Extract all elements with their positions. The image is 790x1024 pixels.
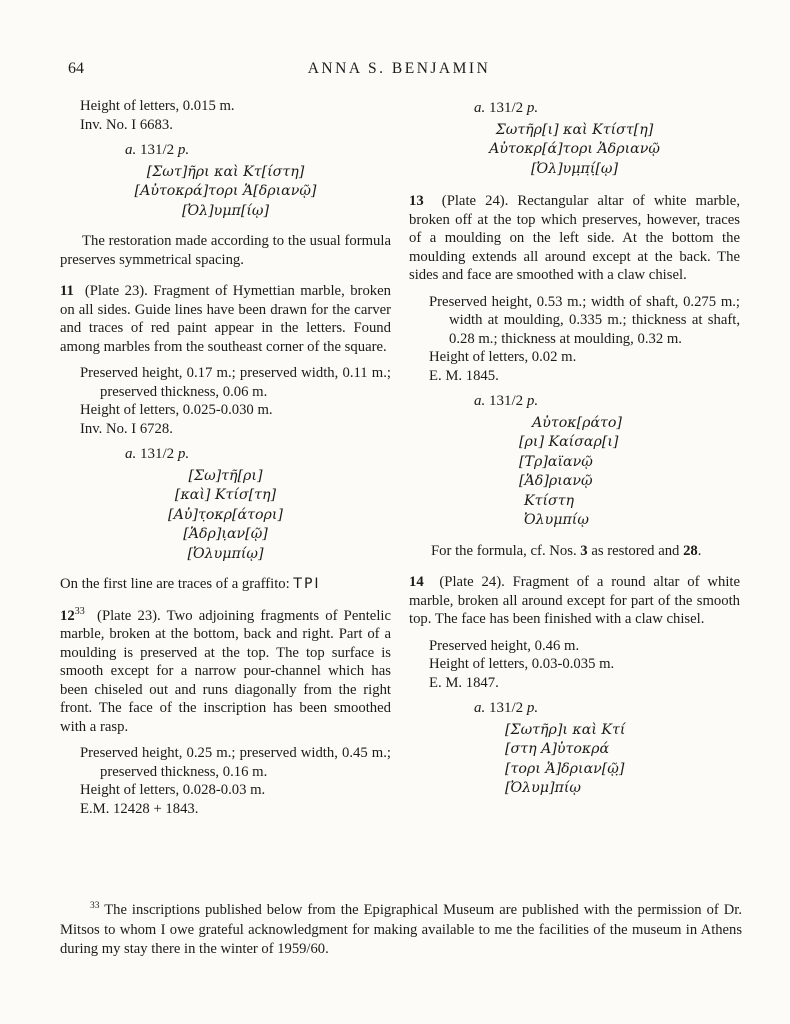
greek-line: Ὀλυμπίῳ (524, 512, 589, 528)
greek-line: [Ἁδ]ριανῷ (519, 473, 593, 489)
greek-line: [ρι] Καίσαρ[ι] (519, 434, 619, 450)
greek-line: [Αὐτοκρά]τορι Ἁ[δριανῷ] (134, 183, 317, 199)
date-year: 131/2 (140, 446, 175, 462)
greek-line: [Ἁδρ]ι̣αν[ῷ] (183, 526, 268, 542)
date-heading (125, 141, 391, 160)
date-p: p. (526, 700, 539, 716)
date-a: a. (474, 100, 486, 116)
date-year: 131/2 (489, 100, 524, 116)
entry-body: (Plate 23). Fragment of Hymettian marble, broken on all sides. Guide lines have been drawn for the carver and traces of red paint appear in the letters. Found among marbles from the southeast corner of the square. (60, 283, 391, 355)
column-left (60, 97, 391, 818)
formula-mid: as restored and (587, 542, 684, 559)
date-year: 131/2 (489, 393, 524, 409)
entry-body: (Plate 24). Rectangular altar of white marble, broken off at the top which preserves, however, traces of a moulding on the left side. At the bottom the moulding extends all around except at the back. The sides and face are smoothed with a claw chisel. (409, 193, 740, 283)
entry-13-letters-line: Height of letters, 0.02 m. (429, 349, 577, 365)
restoration-note: The restoration made according to the usual formula preserves symmetrical spacing. (60, 233, 391, 268)
entry-12-letters-line: Height of letters, 0.028-0.03 m. (80, 782, 266, 798)
formula-ref-2: 28 (683, 542, 698, 559)
greek-line: Αὐτοκρ[ά]τορι Ἁδριανῷ (489, 141, 660, 157)
entry-13-museum-line: E. M. 1845. (429, 367, 499, 384)
entry-13-paragraph (409, 192, 740, 285)
column-right (409, 97, 740, 799)
entry-number: 11 (60, 283, 74, 299)
greek-line: [Αὐ]τ̣οκρ[άτορι] (168, 506, 283, 523)
entry-14-paragraph (409, 573, 740, 629)
entry-14-museum-line: E. M. 1847. (429, 674, 499, 691)
greek-line: Σωτῆρ[ι] καὶ Κτίστ[η] (495, 121, 654, 138)
greek-inscription-d (409, 414, 740, 531)
formula-pre: For the formula, cf. Nos. (431, 542, 581, 559)
greek-line: [Ὀλ]υμπ[ίῳ] (181, 202, 270, 219)
entry-14-letters-line: Height of letters, 0.03-0.035 m. (429, 656, 615, 672)
greek-line: [Σωτῆρ]ι καὶ Κτί (505, 721, 626, 738)
entry-12-measurements: Preserved height, 0.25 m.; preserved width, 0.45 m.; preserved thickness, 0.16 m. (80, 745, 391, 780)
entry-11-paragraph (60, 282, 391, 356)
greek-line: [τορι Ἁ]δριαν[ῷ̣] (505, 760, 625, 777)
entry10-letters-line: Height of letters, 0.015 m. (80, 98, 235, 114)
greek-inscription-e (409, 721, 740, 799)
greek-line: Κτίστη (524, 492, 575, 509)
date-a: a. (474, 700, 486, 716)
entry-11-measurements: Preserved height, 0.17 m.; preserved width, 0.11 m.; preserved thickness, 0.06 m. (80, 365, 391, 400)
entry-14-measurements: Preserved height, 0.46 m. (429, 637, 580, 654)
entry-number: 14 (409, 574, 424, 590)
running-head: ANNA S. BENJAMIN (307, 60, 491, 77)
footnote-text: The inscriptions published below from the Epigraphical Museum are published with the permission of Dr. Mitsos to whom I owe grateful acknowledgment for making available to me the facilities of the museum in Athens during my stay there in the winter of 1959/60. (60, 902, 742, 957)
entry-12-museum-line: E.M. 12428 + 1843. (80, 800, 199, 817)
entry-11-inventory-line: Inv. No. I 6728. (80, 420, 173, 437)
date-p: p. (526, 100, 539, 116)
date-p: p. (177, 446, 190, 462)
greek-inscription-a (60, 163, 391, 222)
greek-line: [Σωτ]ῆρι καὶ Κτ[ίστη] (146, 163, 305, 180)
entry-body: (Plate 24). Fragment of a round altar of white marble, broken all around except for part of the smooth top. The face has been finished with a claw chisel. (409, 574, 741, 627)
date-year: 131/2 (140, 142, 175, 158)
greek-line: [καὶ] Κτίσ[τη] (174, 487, 277, 503)
graffito-note (60, 575, 391, 594)
formula-end: . (697, 542, 702, 559)
date-a: a. (125, 446, 137, 462)
entry-body: (Plate 23). Two adjoining fragments of Pentelic marble, broken at the bottom, back and right. Part of a moulding is preserved at the top. The top surface is smooth except for a narrow pour-channel which has been chiseled out and runs diagonally from the right front. The face of the inscription has been smoothed with a rasp. (60, 607, 391, 735)
greek-line: [στη Α]ὐτοκρά (505, 741, 610, 757)
date-heading (474, 392, 740, 411)
greek-line: [Ὀλ]υμ̣π̣ί̣[ῳ] (530, 160, 619, 177)
date-p: p. (526, 393, 539, 409)
date-heading (125, 445, 391, 464)
entry-13-measurements: Preserved height, 0.53 m.; width of shaft, 0.275 m.; width at moulding, 0.335 m.; thickness at shaft, 0.28 m.; thickness at moulding, 0.32 m. (429, 293, 740, 347)
date-heading (474, 99, 740, 118)
formula-ref-1: 3 (580, 542, 588, 559)
page-header (60, 60, 738, 82)
date-a: a. (125, 142, 137, 158)
date-heading (474, 699, 740, 718)
footnote (60, 901, 742, 960)
graffito-glyphs: ΤΡΙ (293, 576, 321, 592)
greek-inscription-b (60, 467, 391, 565)
date-p: p. (177, 142, 190, 158)
entry-12-paragraph (60, 607, 391, 737)
footnote-reference: 33 (74, 605, 85, 617)
greek-line: [Τρ]αϊανῷ (519, 453, 593, 470)
entry-number: 13 (409, 193, 424, 209)
page-number: 64 (68, 60, 84, 77)
entry-number: 12 (60, 607, 75, 624)
date-year: 131/2 (489, 700, 524, 716)
entry10-inventory-line: Inv. No. I 6683. (80, 116, 173, 133)
greek-line: [Ὀλυμ]πίῳ (505, 780, 581, 796)
greek-line: [Σω]τῆ[ρι] (188, 467, 263, 484)
greek-inscription-c (409, 121, 740, 180)
formula-note (409, 542, 740, 561)
graffito-text: On the first line are traces of a graffito: (60, 576, 294, 592)
footnote-marker: 33 (90, 901, 100, 912)
date-a: a. (474, 393, 486, 409)
greek-line: Αὐτοκ[ράτο] (532, 414, 622, 431)
entry-11-letters-line: Height of letters, 0.025-0.030 m. (80, 402, 273, 418)
greek-line: [Ὀλυμπίῳ] (187, 545, 264, 562)
